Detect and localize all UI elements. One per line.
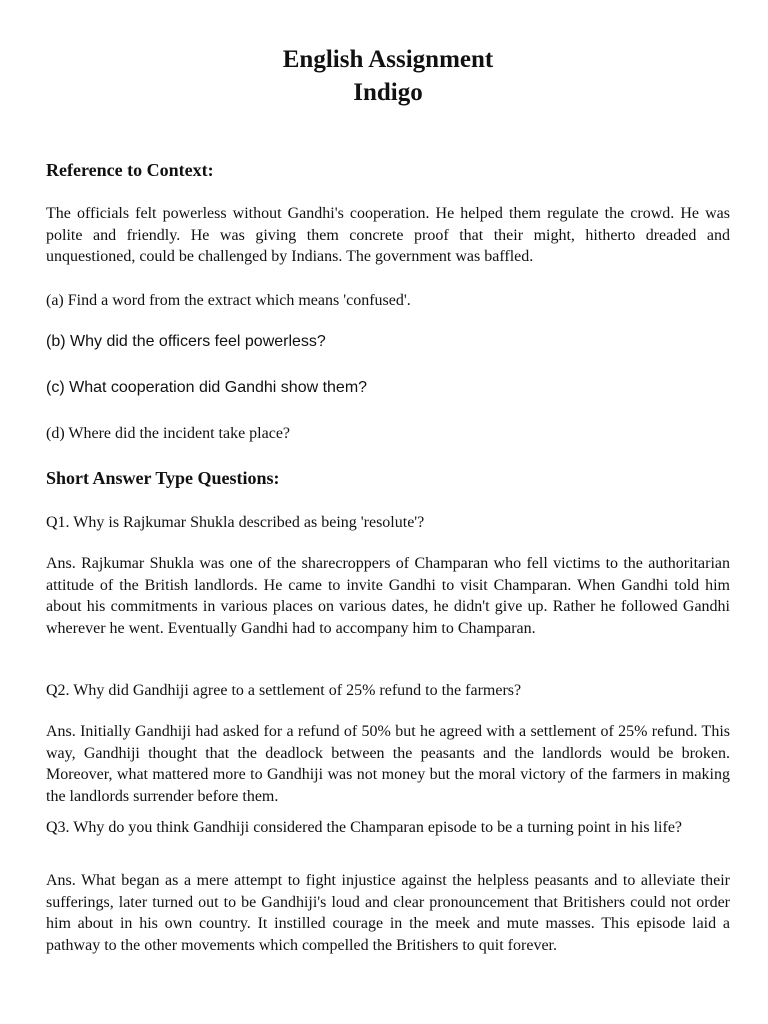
context-question-d: (d) Where did the incident take place? (46, 425, 291, 442)
document-subtitle: Indigo (353, 79, 423, 106)
question-1: Q1. Why is Rajkumar Shukla described as being 'resolute'? (46, 514, 425, 531)
question-3: Q3. Why do you think Gandhiji considered the Champaran episode to be a turning point in his life? (46, 819, 683, 836)
answer-3: Ans. What began as a mere attempt to fight injustice against the helpless peasants and to alleviate their sufferings, later turned out to be Gandhiji's loud and clear pronouncement that Britishers could not order him about in his own country. It instilled courage in the meek and mute masses. This episode laid a pathway to the other movements which compelled the Britishers to quit forever. (46, 872, 730, 954)
document-title: English Assignment (282, 46, 494, 73)
answer-1: Ans. Rajkumar Shukla was one of the sharecroppers of Champaran who fell victims to the authoritarian attitude of the British landlords. He came to invite Gandhi to visit Champaran. When Gandhi told him about his commitments in various places on various dates, he didn't give up. Rather he followed Gandhi wherever he went. Eventually Gandhi had to accompany him to Champaran. (46, 555, 730, 637)
context-question-a: (a) Find a word from the extract which means 'confused'. (46, 292, 411, 309)
context-extract: The officials felt powerless without Gandhi's cooperation. He helped them regulate the crowd. He was polite and friendly. He was giving them concrete proof that their might, hitherto dreaded and unquestioned, could be challenged by Indians. The government was baffled. (46, 205, 730, 265)
section-heading-short-answer: Short Answer Type Questions: (46, 468, 280, 488)
answer-2: Ans. Initially Gandhiji had asked for a refund of 50% but he agreed with a settlement of 25% refund. This way, Gandhiji thought that the deadlock between the peasants and the landlords would be broken. Moreover, what mattered more to Gandhiji was not money but the moral victory of the farmers in making the landlords surrender before them. (46, 723, 730, 805)
context-question-b: (b) Why did the officers feel powerless? (46, 333, 326, 350)
question-2: Q2. Why did Gandhiji agree to a settlement of 25% refund to the farmers? (46, 682, 522, 699)
context-question-c: (c) What cooperation did Gandhi show them? (46, 379, 368, 396)
section-heading-context: Reference to Context: (46, 160, 214, 180)
